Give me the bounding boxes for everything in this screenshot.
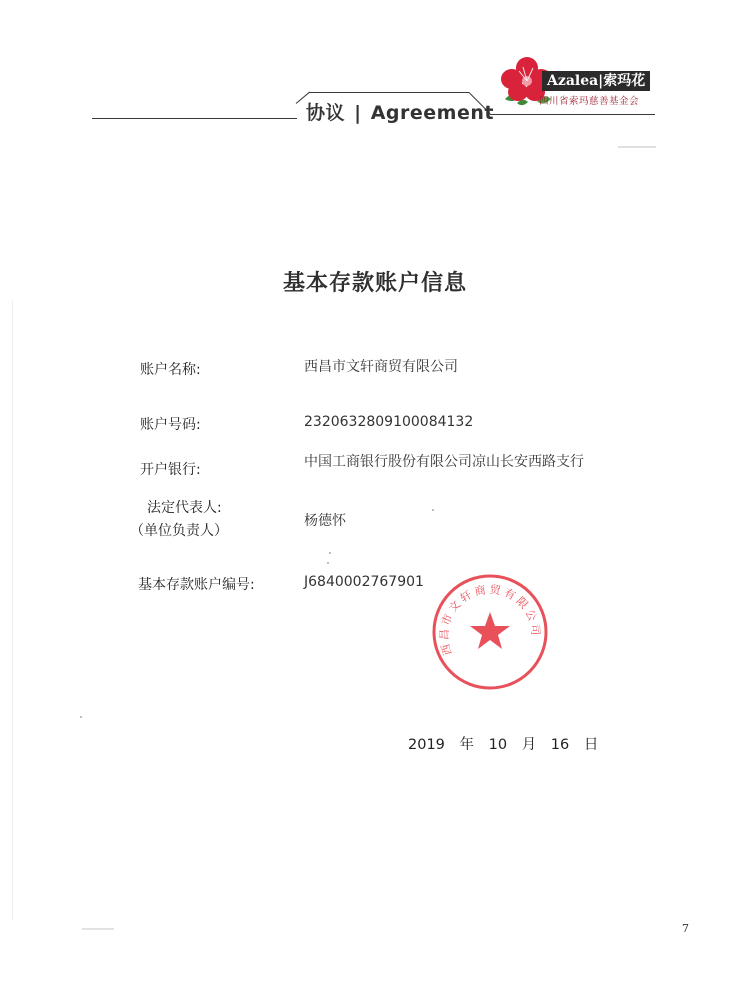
bank-value: 中国工商银行股份有限公司凉山长安西路支行 (304, 454, 584, 470)
document-title: 基本存款账户信息 (282, 271, 467, 296)
scan-speck (327, 562, 329, 564)
header-rule-left (92, 118, 297, 119)
foundation-logo (497, 55, 659, 110)
header-rule-right (490, 114, 655, 115)
scan-mark (618, 146, 656, 148)
scan-mark-footer (82, 928, 114, 930)
header-title (306, 98, 494, 125)
logo-brand: Azalea|索玛花 (542, 71, 650, 91)
legal-rep-label: 法定代表人: (147, 500, 222, 516)
legal-rep-value: 杨德怀 (304, 513, 346, 529)
date-year: 2019 (408, 737, 445, 753)
logo-subtitle: 四川省索玛慈善基金会 (539, 96, 640, 107)
date-day: 16 (550, 737, 570, 753)
legal-rep-sublabel: （单位负责人） (130, 523, 228, 539)
header-separator: | (354, 102, 362, 124)
date-year-unit: 年 (459, 737, 475, 753)
scan-speck (329, 552, 331, 554)
seal-text: 西昌市文轩商贸有限公司 (437, 582, 543, 657)
date-day-unit: 日 (583, 737, 599, 753)
account-name-value: 西昌市文轩商贸有限公司 (304, 359, 458, 375)
header-rule-top (309, 92, 469, 93)
page-number: 7 (682, 922, 689, 935)
scan-margin-line (12, 300, 13, 920)
header-title-cn: 协议 (306, 102, 346, 124)
scan-speck (80, 716, 82, 718)
bank-label: 开户银行: (140, 462, 201, 478)
header-title-en: Agreement (370, 102, 494, 124)
account-number-label: 账户号码: (140, 417, 201, 433)
account-name-label: 账户名称: (140, 362, 201, 378)
company-seal (430, 572, 550, 692)
date-month: 10 (488, 737, 508, 753)
date-month-unit: 月 (521, 737, 537, 753)
document-date (408, 733, 608, 754)
star-icon (470, 612, 510, 649)
account-number-value: 2320632809100084132 (304, 414, 474, 430)
scan-speck (432, 509, 434, 511)
basic-account-id-value: J6840002767901 (304, 574, 424, 590)
basic-account-id-label: 基本存款账户编号: (138, 577, 255, 593)
